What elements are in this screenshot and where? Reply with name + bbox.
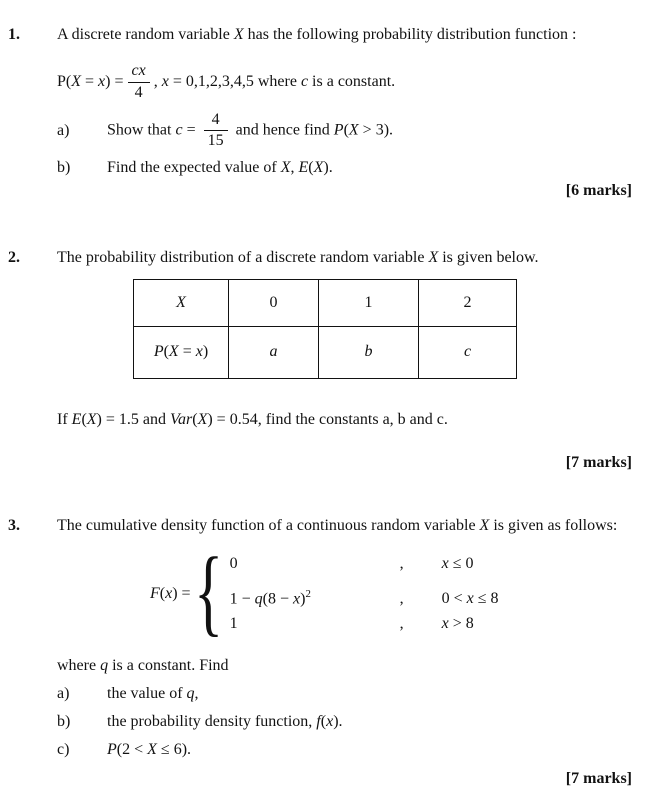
case-1-comma: , xyxy=(399,554,404,572)
case-3-comma: , xyxy=(399,614,404,632)
table-header-row xyxy=(134,279,517,326)
question-1 xyxy=(8,24,650,201)
fraction xyxy=(128,62,150,102)
question-3-items xyxy=(57,683,640,761)
table-cell-x: X xyxy=(134,279,229,326)
question-3-number: 3. xyxy=(8,516,20,534)
q3-item-b xyxy=(57,711,640,733)
table-cell-0: 0 xyxy=(229,279,319,326)
case-row-1 xyxy=(230,549,499,579)
case-1-condition: x ≤ 0 xyxy=(441,554,474,572)
item-a-post: and hence find P(X > 3). xyxy=(235,121,394,139)
fraction-numerator: cx xyxy=(128,62,150,82)
item-b-label: b) xyxy=(57,158,71,176)
fraction-denominator: 4 xyxy=(134,83,143,101)
item-c-text: P(2 < X ≤ 6). xyxy=(107,740,192,758)
item-a-pre: Show that c = xyxy=(107,121,200,139)
q1-pdf-equation xyxy=(57,59,640,105)
equation-lhs: P(X = x) = xyxy=(57,73,124,90)
question-3-where: where q is a constant. Find xyxy=(57,656,229,674)
fraction-denominator: 15 xyxy=(207,132,224,150)
table-cell-1: 1 xyxy=(319,279,419,326)
table-cell-pxx: P(X = x) xyxy=(134,326,229,378)
left-brace: { xyxy=(193,537,223,646)
q1-marks: [6 marks] xyxy=(565,181,632,199)
question-2-condition: If E(X) = 1.5 and Var(X) = 0.54, find the constants a, b and c. xyxy=(57,410,448,428)
item-b-text: the probability density function, f(x). xyxy=(107,712,343,730)
item-a-text: the value of q, xyxy=(107,684,199,702)
question-3-intro: The cumulative density function of a continuous random variable X is given as follows: xyxy=(57,516,618,534)
question-2 xyxy=(8,247,650,473)
cdf-piecewise-equation xyxy=(150,537,640,646)
cdf-lhs: F(x) = xyxy=(150,584,191,602)
case-2-comma: , xyxy=(399,590,404,608)
table-cell-b: b xyxy=(319,326,419,378)
case-row-2 xyxy=(230,579,499,609)
q1-item-b xyxy=(57,157,640,179)
item-b-label: b) xyxy=(57,712,71,730)
table-cell-a: a xyxy=(229,326,319,378)
q3-item-a xyxy=(57,683,640,705)
case-3-expression: 1 xyxy=(229,614,238,632)
item-a-text xyxy=(107,111,640,151)
case-3-condition: x > 8 xyxy=(441,614,474,632)
question-2-intro: The probability distribution of a discrete random variable X is given below. xyxy=(57,248,539,266)
q3-marks: [7 marks] xyxy=(565,769,632,787)
question-1-number: 1. xyxy=(8,26,20,43)
case-1-expression: 0 xyxy=(229,554,238,572)
table-cell-2: 2 xyxy=(419,279,517,326)
q3-item-c xyxy=(57,739,640,761)
case-2-condition: 0 < x ≤ 8 xyxy=(441,590,499,608)
cdf-cases xyxy=(230,549,499,639)
question-3 xyxy=(8,515,650,789)
probability-distribution-table xyxy=(133,279,517,379)
question-1-intro: A discrete random variable X has the following probability distribution function : xyxy=(57,26,577,43)
item-c-label: c) xyxy=(57,740,70,758)
item-b-text: Find the expected value of X, E(X). xyxy=(107,158,333,176)
q1-item-a xyxy=(57,111,640,151)
case-2-expression: $1 - q(8 - x)^2$ xyxy=(229,587,311,608)
q2-marks: [7 marks] xyxy=(565,453,632,471)
item-a-label: a) xyxy=(57,684,70,702)
table-cell-c: c xyxy=(419,326,517,378)
question-2-number: 2. xyxy=(8,248,20,266)
item-a-label: a) xyxy=(57,121,70,139)
case-row-3 xyxy=(230,609,499,639)
table-value-row xyxy=(134,326,517,378)
fraction-numerator: 4 xyxy=(204,111,228,131)
equation-rhs: , x = 0,1,2,3,4,5 where c is a constant. xyxy=(153,73,396,90)
fraction xyxy=(204,111,228,151)
